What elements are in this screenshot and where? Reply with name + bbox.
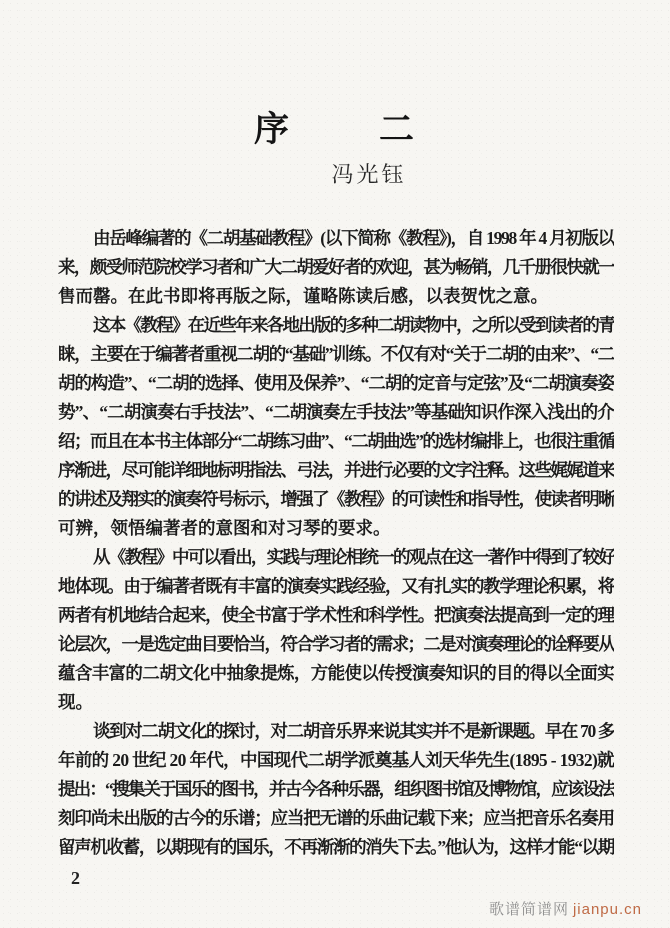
text-line: 蕴含丰富的二胡文化中抽象提炼，方能使以传授演奏知识的目的得以全面实: [58, 663, 614, 683]
text-line: 年前的 20 世纪 20 年代，中国现代二胡学派奠基人刘天华先生(1895 - 1932)就: [58, 750, 614, 770]
text-line: 序渐进，尽可能详细地标明指法、弓法，并进行必要的文字注释。这些娓娓道来: [58, 460, 614, 480]
text-line: 谈到对二胡文化的探讨，对二胡音乐界来说其实并不是新课题。早在 70 多: [93, 721, 614, 741]
text-line: 论层次，一是选定曲目要恰当，符合学习者的需求；二是对演奏理论的诠释要从: [58, 634, 614, 654]
text-line: 可辨，领悟编著者的意图和对习琴的要求。: [58, 518, 391, 538]
text-line: 来，颇受师范院校学习者和广大二胡爱好者的欢迎，甚为畅销，几千册很快就一: [58, 257, 614, 277]
title-char-er: 二: [379, 110, 417, 149]
author-name: 冯光钰: [331, 162, 407, 187]
page-title: [0, 102, 670, 152]
body-text: [58, 224, 614, 862]
text-line: 留声机收蓄，以期现有的国乐，不再渐渐的消失下去。”他认为，这样才能“以期: [58, 837, 614, 857]
text-line: 的讲述及翔实的演奏符号标示，增强了《教程》的可读性和指导性，使读者明晰: [58, 489, 614, 509]
text-line: 地体现。由于编著者既有丰富的演奏实践经验，又有扎实的教学理论积累，将: [58, 576, 614, 596]
text-line: 售而罄。在此书即将再版之际，谨略陈读后感，以表贺忱之意。: [58, 286, 548, 306]
title-char-xu: 序: [253, 110, 291, 149]
text-line: 从《教程》中可以看出，实践与理论相统一的观点在这一著作中得到了较好: [93, 547, 614, 567]
text-line: 胡的构造”、“二胡的选择、使用及保养”、“二胡的定音与定弦”及“二胡演奏姿: [58, 373, 614, 393]
text-line: 现。: [58, 692, 93, 712]
text-line: 睐，主要在于编著者重视二胡的“基础”训练。不仅有对“关于二胡的由来”、“二: [58, 344, 614, 364]
watermark: [489, 898, 642, 919]
watermark-domain: jianpu.cn: [572, 901, 642, 918]
text-line: 提出：“搜集关于国乐的图书，并古今各种乐器，组织图书馆及博物馆，应该设法: [58, 779, 614, 799]
watermark-site-name: 歌谱简谱网: [488, 901, 569, 918]
page-number: 2: [71, 868, 80, 888]
text-line: 由岳峰编著的《二胡基础教程》(以下简称《教程》)，自 1998 年 4 月初版以: [93, 228, 614, 248]
text-line: 刻印尚未出版的古今的乐谱；应当把无谱的乐曲记载下来；应当把音乐名奏用: [58, 808, 614, 828]
text-line: 势”、“二胡演奏右手技法”、“二胡演奏左手技法”等基础知识作深入浅出的介: [58, 402, 614, 422]
text-line: 两者有机地结合起来，使全书富于学术性和科学性。把演奏法提高到一定的理: [58, 605, 614, 625]
text-line: 这本《教程》在近些年来各地出版的多种二胡读物中，之所以受到读者的青: [93, 315, 614, 335]
text-line: 绍；而且在本书主体部分“二胡练习曲”、“二胡曲选”的选材编排上，也很注重循: [58, 431, 614, 451]
